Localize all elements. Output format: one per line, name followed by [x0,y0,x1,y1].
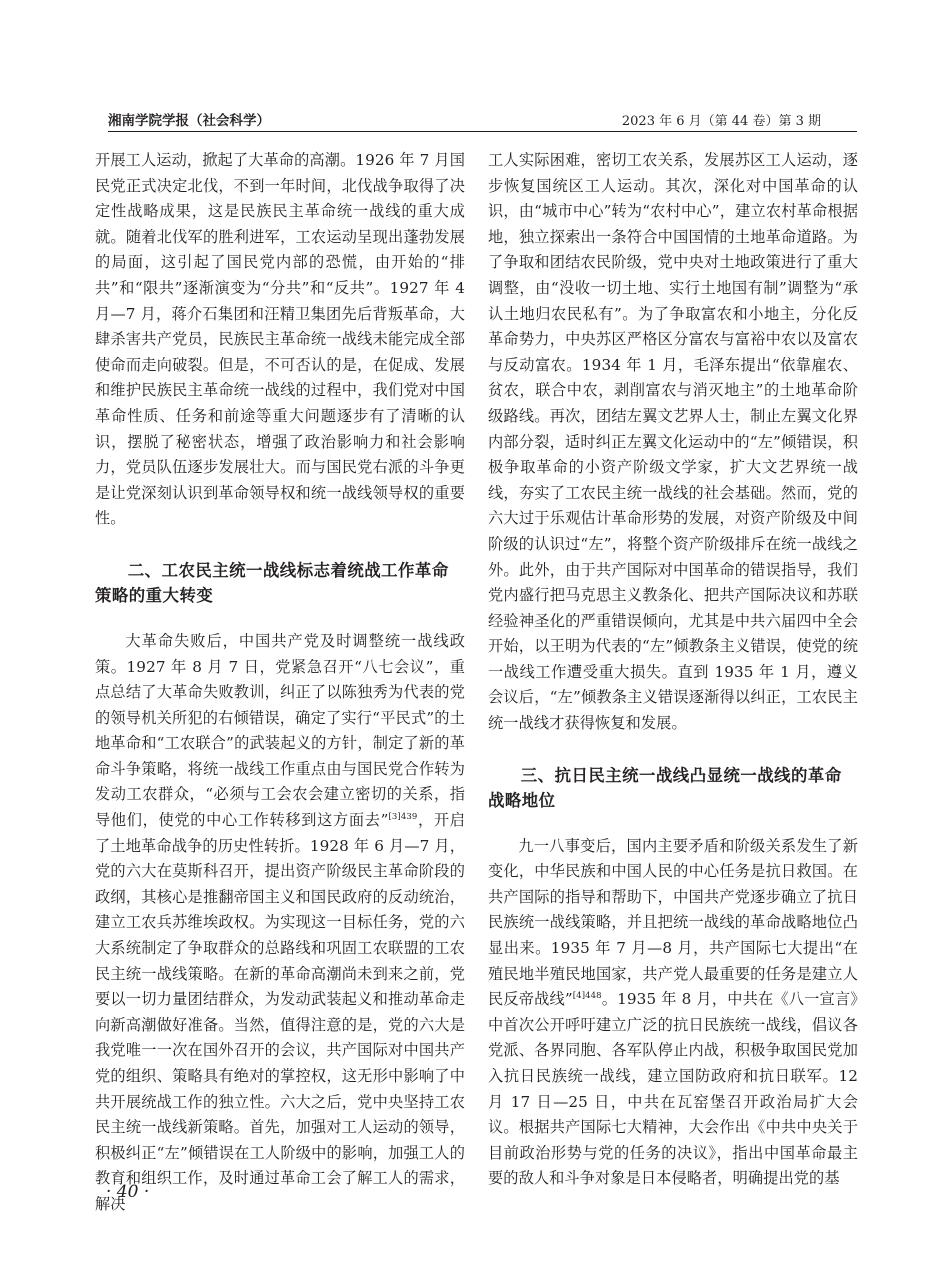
right-column [488,148,858,1192]
issue-info: 2023 年 6 月（第 44 卷）第 3 期 [621,114,821,129]
paragraph-text: 。1935 年 8 月，中共在《八一宣言》中首次公开呼吁建立广泛的抗日民族统一战线，倡议各党派、各界同胞、各军队停止内战，积极争取国民党加入抗日民族统一战线，建立国防政府和抗日联军。12 月 17 日—25 日，中共在瓦窑堡召开政治局扩大会议。根据共产国际七大精神，大会作出《中共中央关于目前政治形势与党的任务的决议》，指出中国革命最主要的敌人和斗争对象是日本侵略者，明确提出党的基 [488,990,858,1188]
header-rule [108,131,857,132]
section-heading-3: 三、抗日民主统一战线凸显统一战线的革命战略地位 [488,765,842,810]
page-number: · 40 · [106,1182,150,1202]
paragraph-text: ，开启了土地革命战争的历史性转折。1928 年 6 月—7 月，党的六大在莫斯科召开，提出资产阶级民主革命阶段的政纲，其核心是推翻帝国主义和国民政府的反动统治，建立工农兵苏维埃政权。为实现这一目标任务，党的六大系统制定了争取群众的总路线和巩固工农联盟的工农民主统一战线策略。在新的革命高潮尚未到来之前，党要以一切力量团结群众，为发动武装起义和推动革命走向新高潮做好准备。当然，值得注意的是，党的六大是我党唯一一次在国外召开的会议，共产国际对中国共产党的组织、策略具有绝对的掌控权，这无形中影响了中共开展统战工作的独立性。六大之后，党中央坚持工农民主统一战线新策略。首先，加强对工人运动的领导，积极纠正“左”倾错误在工人阶级中的影响，加强工人的教育和组织工作，及时通过革命工会了解工人的需求，解决 [95,811,465,1213]
paragraph-continued: 开展工人运动，掀起了大革命的高潮。1926 年 7 月国民党正式决定北伐，不到一年时间，北伐战争取得了决定性战略成果，这是民族民主革命统一战线的重大成就。随着北伐军的胜利进军，工农运动呈现出蓬勃发展的局面，这引起了国民党内部的恐慌，由开始的“排共”和“限共”逐渐演变为“分共”和“反共”。1927 年 4 月—7 月，蒋介石集团和汪精卫集团先后背叛革命，大肆杀害共产党员，民族民主革命统一战线未能完成全部使命而走向破裂。但是，不可否认的是，在促成、发展和维护民族民主革命统一战线的过程中，我们党对中国革命性质、任务和前途等重大问题逐步有了清晰的认识，摆脱了秘密状态，增强了政治影响力和社会影响力，党员队伍逐步发展壮大。而与国民党右派的斗争更是让党深刻认识到革命领导权和统一战线领导权的重要性。 [95,151,465,528]
citation-ref: [3]439 [388,812,418,822]
paragraph-text: 大革命失败后，中国共产党及时调整统一战线政策。1927 年 8 月 7 日，党紧急召开“八七会议”，重点总结了大革命失败教训，纠正了以陈独秀为代表的党的领导机关所犯的右倾错误，确定了实行“平民式”的土地革命和“工农联合”的武装起义的方针，制定了新的革命斗争策略，将统一战线工作重点由与国民党合作转为发动工农群众，“必须与工会农会建立密切的关系，指导他们，使党的中心工作转移到这方面去” [95,631,465,830]
journal-title: 湘南学院学报（社会科学） [108,113,270,129]
running-header [108,109,857,131]
paragraph-section-3 [488,834,858,1192]
section-heading-2: 二、工农民主统一战线标志着统战工作革命策略的重大转变 [95,560,449,605]
paragraph-continued-right: 工人实际困难，密切工农关系，发展苏区工人运动，逐步恢复国统区工人运动。其次，深化对中国革命的认识，由“城市中心”转为“农村中心”，建立农村革命根据地，独立探索出一条符合中国国情的土地革命道路。为了争取和团结农民阶级，党中央对土地政策进行了重大调整，由“没收一切土地、实行土地国有制”调整为“承认土地归农民私有”。为了争取富农和小地主，分化反革命势力，中央苏区严格区分富农与富裕中农以及富农与反动富农。1934 年 1 月，毛泽东提出“依靠雇农、贫农，联合中农，剥削富农与消灭地主”的土地革命阶级路线。再次，团结左翼文艺界人士，制止左翼文化界内部分裂，适时纠正左翼文化运动中的“左”倾错误，积极争取革命的小资产阶级文学家，扩大文艺界统一战线，夯实了工农民主统一战线的社会基础。然而，党的六大过于乐观估计革命形势的发展，对资产阶级及中间阶级的认识过“左”，将整个资产阶级排斥在统一战线之外。此外，由于共产国际对中国革命的错误指导，我们党内盛行把马克思主义教条化、把共产国际决议和苏联经验神圣化的严重错误倾向，尤其是中共六届四中全会开始，以王明为代表的“左”倾教条主义错误，使党的统一战线工作遭受重大损失。直到 1935 年 1 月，遵义会议后，“左”倾教条主义错误逐渐得以纠正，工农民主统一战线才获得恢复和发展。 [488,151,858,733]
citation-ref: [4]448 [572,991,602,1002]
paragraph-section-2 [95,629,465,1218]
paragraph-text: 九一八事变后，国内主要矛盾和阶级关系发生了新变化，中华民族和中国人民的中心任务是抗日救国。在共产国际的指导和帮助下，中国共产党逐步确立了抗日民族统一战线策略，并且把统一战线的革命战略地位凸显出来。1935 年 7 月—8 月，共产国际七大提出“在殖民地半殖民地国家，共产党人最重要的任务是建立人民反帝战线” [488,836,858,1009]
left-column [95,148,465,1218]
